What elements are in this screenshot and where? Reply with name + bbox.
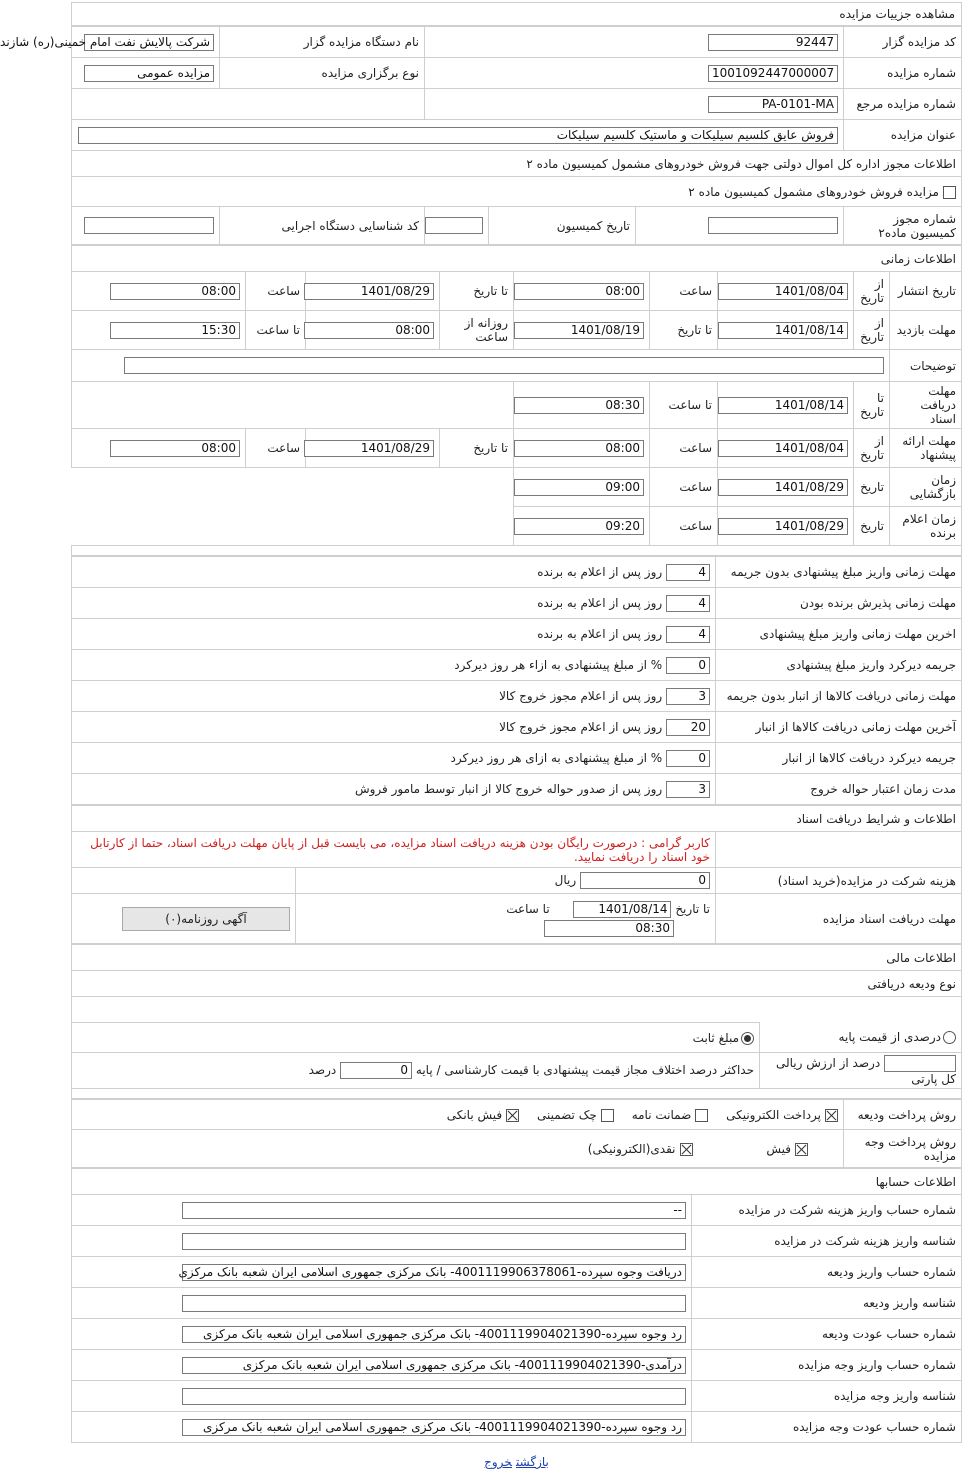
title-label: عنوان مزایده [844, 120, 962, 151]
deadline-label: اخرین مهلت زمانی واریز مبلغ پیشنهادی [716, 619, 962, 650]
to-time-label: تا ساعت [650, 382, 718, 429]
check-label: چک تضمینی [536, 1107, 597, 1122]
deadline-row [72, 619, 962, 650]
to-time-label: تا ساعت [506, 901, 550, 916]
fixed-radio[interactable] [741, 1032, 754, 1045]
account-row [72, 1288, 962, 1319]
deadline-label: آخرین مهلت زمانی دریافت کالاها از انبار [716, 712, 962, 743]
publish-label: تاریخ انتشار [890, 272, 962, 311]
deadline-unit: % از مبلغ پیشنهادی به ازای هر روز دیرکرد [450, 750, 663, 765]
title-field[interactable]: فروش عایق کلسیم سیلیکات و ماستیک کلسیم سیلیکات [78, 127, 838, 144]
deadline-unit: روز پس از اعلام به برنده [537, 595, 663, 610]
account-label: شماره حساب عودت ودیعه [692, 1319, 962, 1350]
cash-checkbox[interactable] [680, 1143, 693, 1156]
payment-table [71, 1099, 962, 1168]
time-section-label: اطلاعات زمانی [72, 246, 962, 272]
back-link[interactable]: بازگشت [516, 1455, 549, 1469]
account-label: شناسه واریز وجه مزایده [692, 1381, 962, 1412]
account-value-field[interactable]: رد وجوه سپرده-4001119904021390- بانک مرکزی جمهوری اسلامی ایران شعبه بانک مرکزی [182, 1419, 686, 1436]
open-time-field[interactable]: 09:00 [514, 479, 644, 496]
docs-section-label: اطلاعات و شرایط دریافت اسناد [72, 806, 962, 832]
account-value-field[interactable]: دریافت وجوه سپرده-4001119906378061- بانک مرکزی جمهوری اسلامی ایران شعبه بانک مرکزی [182, 1264, 686, 1281]
deadline-unit: روز پس از صدور حواله خروج کالا از انبار توسط مامور فروش [354, 781, 663, 796]
deadline-unit: % از مبلغ پیشنهادی به ازاء هر روز دیرکرد [454, 657, 663, 672]
doc-receive-label: مهلت دریافت اسناد مزایده [716, 894, 962, 944]
deadlines-table [71, 556, 962, 805]
to-date-label: تا تاریخ [854, 382, 890, 429]
org-label: نام دستگاه مزایده گزار [220, 27, 425, 58]
publish-to-field[interactable]: 1401/08/29 [304, 283, 434, 300]
fish-label: فیش [766, 1141, 791, 1156]
auction-details-page [0, 2, 962, 1469]
to-date-label: تا تاریخ [440, 272, 514, 311]
daily-from-time-label: روزانه از ساعت [440, 311, 514, 350]
doc-deadline-label: مهلت دریافت اسناد [890, 382, 962, 429]
from-date-label: از تاریخ [854, 311, 890, 350]
to-date-label: تا تاریخ [650, 311, 718, 350]
deadline-label: جریمه دیرکرد واریز مبلغ پیشنهادی [716, 650, 962, 681]
deadline-row [72, 588, 962, 619]
vehicle-check-label: مزایده فروش خودروهای مشمول کمیسیون ماده ۲ [688, 184, 939, 199]
percent-of-total-label: درصد از ارزش ریالی کل پارتی [775, 1056, 956, 1086]
guarantee-checkbox[interactable] [695, 1109, 708, 1122]
time-label: ساعت [650, 468, 718, 507]
max-diff-label: حداکثر درصد اختلاف مجاز قیمت پیشنهادی با قیمت کارشناسی / پایه [415, 1063, 754, 1077]
from-date-label: از تاریخ [854, 272, 890, 311]
deadline-unit: روز پس از اعلام مجوز خروج کالا [499, 719, 663, 734]
account-row [72, 1319, 962, 1350]
code-field[interactable]: 92447 [708, 34, 838, 51]
deadline-label: مهلت زمانی واریز مبلغ پیشنهادی بدون جریمه [716, 557, 962, 588]
deadline-row [72, 650, 962, 681]
deposit-type-label: نوع ودیعه دریافتی [72, 971, 962, 997]
publish-to-time-field[interactable]: 08:00 [110, 283, 240, 300]
time-label: ساعت [650, 507, 718, 546]
time-label: ساعت [246, 272, 306, 311]
visit-time-from-field[interactable]: 08:00 [304, 322, 434, 339]
deadline-value-field[interactable]: 4 [666, 626, 710, 643]
guarantee-label: ضمانت نامه [631, 1107, 692, 1122]
permit-date-label: تاریخ کمیسیون [489, 207, 636, 245]
percent-of-total-field[interactable] [884, 1055, 956, 1072]
fee-unit: ریال [554, 873, 577, 887]
account-label: شناسه واریز هزینه شرکت در مزایده [692, 1226, 962, 1257]
account-label: شماره حساب واریز هزینه شرکت در مزایده [692, 1195, 962, 1226]
deadline-value-field[interactable]: 3 [666, 688, 710, 705]
org-field[interactable]: شرکت پالایش نفت امام خمینی(ره) شازند [84, 34, 214, 51]
exec-id-label: کد شناسایی دستگاه اجرایی [220, 207, 425, 245]
publish-from-field[interactable]: 1401/08/04 [718, 283, 848, 300]
deadline-label: مدت زمان اعتبار حواله خروج [716, 774, 962, 805]
visit-to-field[interactable]: 1401/08/19 [514, 322, 644, 339]
account-row [72, 1350, 962, 1381]
accounts-table [71, 1168, 962, 1443]
open-date-field[interactable]: 1401/08/29 [718, 479, 848, 496]
type-label: نوع برگزاری مزایده [220, 58, 425, 89]
docs-to-date-field[interactable]: 1401/08/14 [573, 901, 671, 918]
publish-from-time-field[interactable]: 08:00 [514, 283, 644, 300]
time-label: ساعت [650, 429, 718, 468]
offer-from-field[interactable]: 1401/08/04 [718, 440, 848, 457]
winner-date-field[interactable]: 1401/08/29 [718, 518, 848, 535]
visit-from-field[interactable]: 1401/08/14 [718, 322, 848, 339]
visit-label: مهلت بازدید [890, 311, 962, 350]
finance-section-label: اطلاعات مالی [72, 945, 962, 971]
account-value-field[interactable] [182, 1233, 686, 1250]
cash-label: نقدی(الکترونیکی) [587, 1141, 676, 1156]
permit-no-label: شماره مجوز کمیسیون ماده۲ [844, 207, 962, 245]
percent-option-label: درصدی از قیمت پایه [838, 1030, 941, 1045]
newspaper-ad-button[interactable]: آگهی روزنامه(۰) [122, 907, 290, 931]
time-info-table [71, 245, 962, 556]
electronic-payment-checkbox[interactable] [825, 1109, 838, 1122]
footer [71, 1455, 962, 1469]
exec-id-field[interactable] [84, 217, 214, 234]
max-diff-field[interactable]: 0 [340, 1062, 412, 1079]
deadline-value-field[interactable]: 3 [666, 781, 710, 798]
doc-to-field[interactable]: 1401/08/14 [718, 397, 848, 414]
to-date-label: تا تاریخ [675, 901, 710, 916]
electronic-payment-label: پرداخت الکترونیکی [726, 1107, 821, 1122]
deadline-value-field[interactable]: 20 [666, 719, 710, 736]
deadline-value-field[interactable]: 4 [666, 564, 710, 581]
deadline-value-field[interactable]: 0 [666, 750, 710, 767]
account-value-field[interactable] [182, 1295, 686, 1312]
account-label: شماره حساب واریز وجه مزایده [692, 1350, 962, 1381]
fish-checkbox[interactable] [795, 1143, 808, 1156]
check-checkbox[interactable] [601, 1109, 614, 1122]
deadline-value-field[interactable]: 4 [666, 595, 710, 612]
payment-fund-label: روش پرداخت وجه مزایده [844, 1130, 962, 1168]
offer-to-field[interactable]: 1401/08/29 [304, 440, 434, 457]
deadline-unit: روز پس از اعلام به برنده [537, 564, 663, 579]
license-note: اطلاعات مجوز اداره کل اموال دولتی جهت فروش خودروهای مشمول کمیسیون ماده ۲ [72, 151, 962, 177]
fee-label: هزینه شرکت در مزایده(خرید اسناد) [716, 868, 962, 894]
permit-no-field[interactable] [708, 217, 838, 234]
general-info-table [0, 26, 962, 245]
deadline-row [72, 774, 962, 805]
finance-table [71, 944, 962, 1099]
open-label: زمان بازگشایی [890, 468, 962, 507]
account-row [72, 1381, 962, 1412]
offer-to-time-field[interactable]: 08:00 [110, 440, 240, 457]
bank-slip-checkbox[interactable] [506, 1109, 519, 1122]
from-date-label: از تاریخ [854, 429, 890, 468]
docs-to-time-field[interactable]: 08:30 [544, 920, 674, 937]
to-date-label: تا تاریخ [440, 429, 514, 468]
offer-from-time-field[interactable]: 08:00 [514, 440, 644, 457]
deadline-row [72, 712, 962, 743]
bank-slip-label: فیش بانکی [446, 1107, 503, 1122]
account-value-field[interactable] [182, 1388, 686, 1405]
visit-time-to-field[interactable]: 15:30 [110, 322, 240, 339]
date-label: تاریخ [854, 468, 890, 507]
date-label: تاریخ [854, 507, 890, 546]
deadline-row [72, 743, 962, 774]
code-label: کد مزایده گزار [844, 27, 962, 58]
page-title: مشاهده جزییات مزایده [71, 2, 962, 26]
ref-label: شماره مزایده مرجع [844, 89, 962, 120]
percent-radio[interactable] [943, 1031, 956, 1044]
payment-method-label: روش پرداخت ودیعه [844, 1100, 962, 1130]
deadline-label: مهلت زمانی پذیرش برنده بودن [716, 588, 962, 619]
desc-label: توضیحات [890, 350, 962, 382]
time-label: ساعت [650, 272, 718, 311]
deadline-unit: روز پس از اعلام مجوز خروج کالا [499, 688, 663, 703]
accounts-section-label: اطلاعات حسابها [72, 1169, 962, 1195]
number-label: شماره مزایده [844, 58, 962, 89]
to-time-label: تا ساعت [246, 311, 306, 350]
ref-field[interactable]: PA-0101-MA [708, 96, 838, 113]
account-label: شناسه واریز ودیعه [692, 1288, 962, 1319]
vehicle-checkbox[interactable] [943, 186, 956, 199]
winner-label: زمان اعلام برنده [890, 507, 962, 546]
account-row [72, 1412, 962, 1443]
type-field[interactable]: مزایده عمومی [84, 65, 214, 82]
exit-link[interactable]: خروج [484, 1455, 513, 1469]
account-row [72, 1257, 962, 1288]
deadline-value-field[interactable]: 0 [666, 657, 710, 674]
fee-field[interactable]: 0 [580, 872, 710, 889]
account-value-field[interactable]: درآمدی-4001119904021390- بانک مرکزی جمهوری اسلامی ایران شعبه بانک مرکزی [182, 1357, 686, 1374]
fixed-option-label: مبلغ ثابت [692, 1030, 739, 1045]
offer-label: مهلت ارائه پیشنهاد [890, 429, 962, 468]
deadline-label: جریمه دیرکرد دریافت کالاها از انبار [716, 743, 962, 774]
permit-date-field[interactable] [425, 217, 483, 234]
deadline-label: مهلت زمانی دریافت کالاها از انبار بدون جریمه [716, 681, 962, 712]
number-field[interactable]: 1001092447000007 [708, 65, 838, 82]
account-value-field[interactable]: -- [182, 1202, 686, 1219]
doc-time-field[interactable]: 08:30 [514, 397, 644, 414]
desc-field[interactable] [124, 357, 884, 374]
docs-table [71, 805, 962, 944]
winner-time-field[interactable]: 09:20 [514, 518, 644, 535]
deadline-row [72, 681, 962, 712]
account-row [72, 1195, 962, 1226]
account-label: شماره حساب واریز ودیعه [692, 1257, 962, 1288]
account-value-field[interactable]: رد وجوه سپرده-4001119904021390- بانک مرکزی جمهوری اسلامی ایران شعبه بانک مرکزی [182, 1326, 686, 1343]
time-label: ساعت [246, 429, 306, 468]
account-label: شماره حساب عودت وجه مزایده [692, 1412, 962, 1443]
docs-notice: کاربر گرامی : درصورت رایگان بودن هزینه دریافت اسناد مزایده، می بایست قبل از پایان مهلت دریافت اسناد، حتما از کارتابل خود اسناد را دریافت نمایید. [72, 832, 716, 868]
deadline-unit: روز پس از اعلام به برنده [537, 626, 663, 641]
percent-word: درصد [308, 1063, 337, 1077]
account-row [72, 1226, 962, 1257]
deadline-row [72, 557, 962, 588]
